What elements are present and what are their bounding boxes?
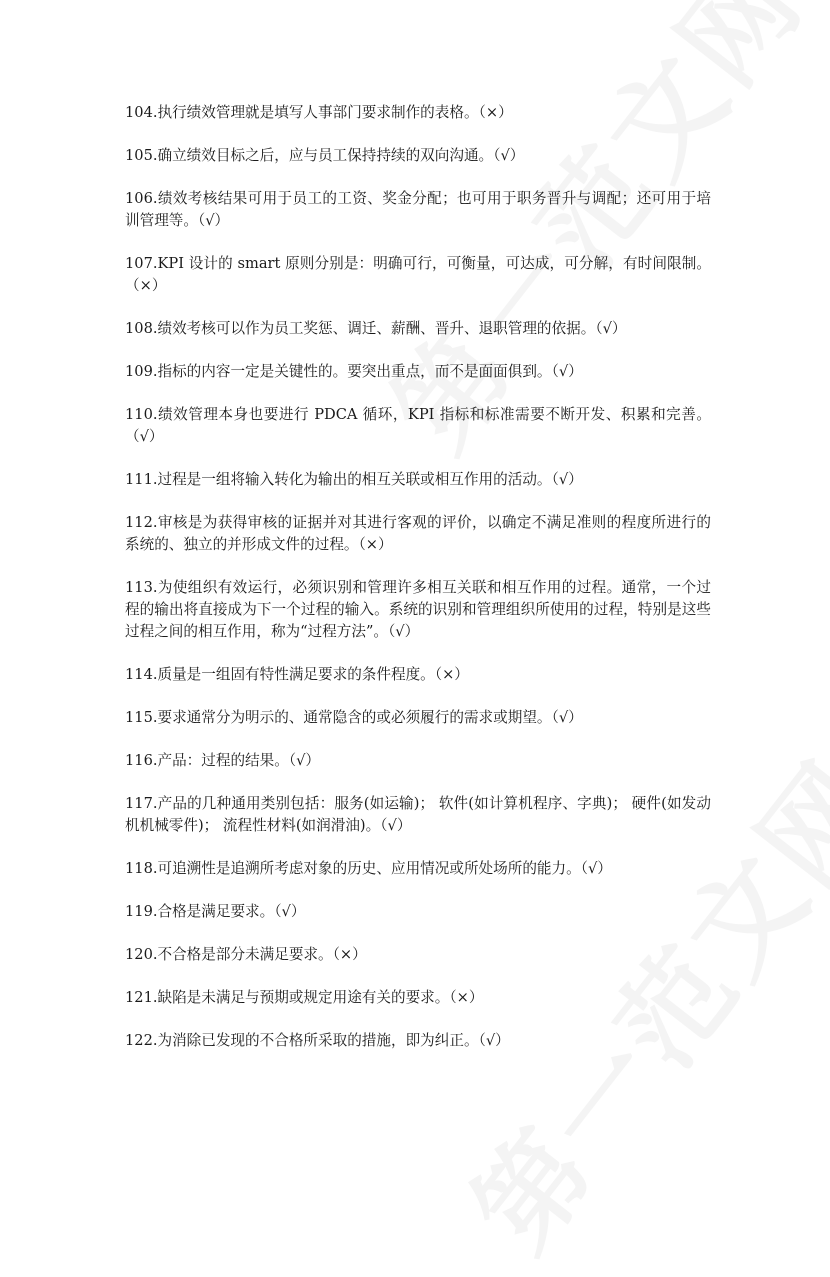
question-117: 117.产品的几种通用类别包括：服务(如运输)； 软件(如计算机程序、字典)； 硬件(如发动机机械零件)； 流程性材料(如润滑油)。（√） <box>125 795 711 834</box>
question-105: 105.确立绩效目标之后，应与员工保持持续的双向沟通。（√） <box>125 147 525 164</box>
question-112: 112.审核是为获得审核的证据并对其进行客观的评价，以确定不满足准则的程度所进行的系统的、独立的并形成文件的过程。（×） <box>125 514 711 553</box>
question-109: 109.指标的内容一定是关键性的。要突出重点，而不是面面俱到。（√） <box>125 363 583 380</box>
question-108: 108.绩效考核可以作为员工奖惩、调迁、薪酬、晋升、退职管理的依据。（√） <box>125 320 627 337</box>
question-119: 119.合格是满足要求。（√） <box>125 903 306 920</box>
question-113: 113.为使组织有效运行，必须识别和管理许多相互关联和相互作用的过程。通常，一个过程的输出将直接成为下一个过程的输入。系统的识别和管理组织所使用的过程，特别是这些过程之间的相互作用，称为“过程方法”。（√） <box>125 579 711 640</box>
document-body <box>125 102 711 1073</box>
question-111: 111.过程是一组将输入转化为输出的相互关联或相互作用的活动。（√） <box>125 471 583 488</box>
question-114: 114.质量是一组固有特性满足要求的条件程度。（×） <box>125 666 469 683</box>
question-122: 122.为消除已发现的不合格所采取的措施，即为纠正。（√） <box>125 1032 510 1049</box>
question-104: 104.执行绩效管理就是填写人事部门要求制作的表格。（×） <box>125 104 513 121</box>
question-120: 120.不合格是部分未满足要求。（×） <box>125 946 367 963</box>
question-118: 118.可追溯性是追溯所考虑对象的历史、应用情况或所处场所的能力。（√） <box>125 860 612 877</box>
question-106: 106.绩效考核结果可用于员工的工资、奖金分配；也可用于职务晋升与调配；还可用于培训管理等。（√） <box>125 190 711 229</box>
question-121: 121.缺陷是未满足与预期或规定用途有关的要求。（×） <box>125 989 484 1006</box>
question-116: 116.产品：过程的结果。（√） <box>125 752 321 769</box>
question-110: 110.绩效管理本身也要进行 PDCA 循环，KPI 指标和标准需要不断开发、积累和完善。（√） <box>125 406 711 445</box>
question-115: 115.要求通常分为明示的、通常隐含的或必须履行的需求或期望。（√） <box>125 709 583 726</box>
question-107: 107.KPI 设计的 smart 原则分别是：明确可行，可衡量，可达成，可分解，有时间限制。（×） <box>125 255 711 294</box>
